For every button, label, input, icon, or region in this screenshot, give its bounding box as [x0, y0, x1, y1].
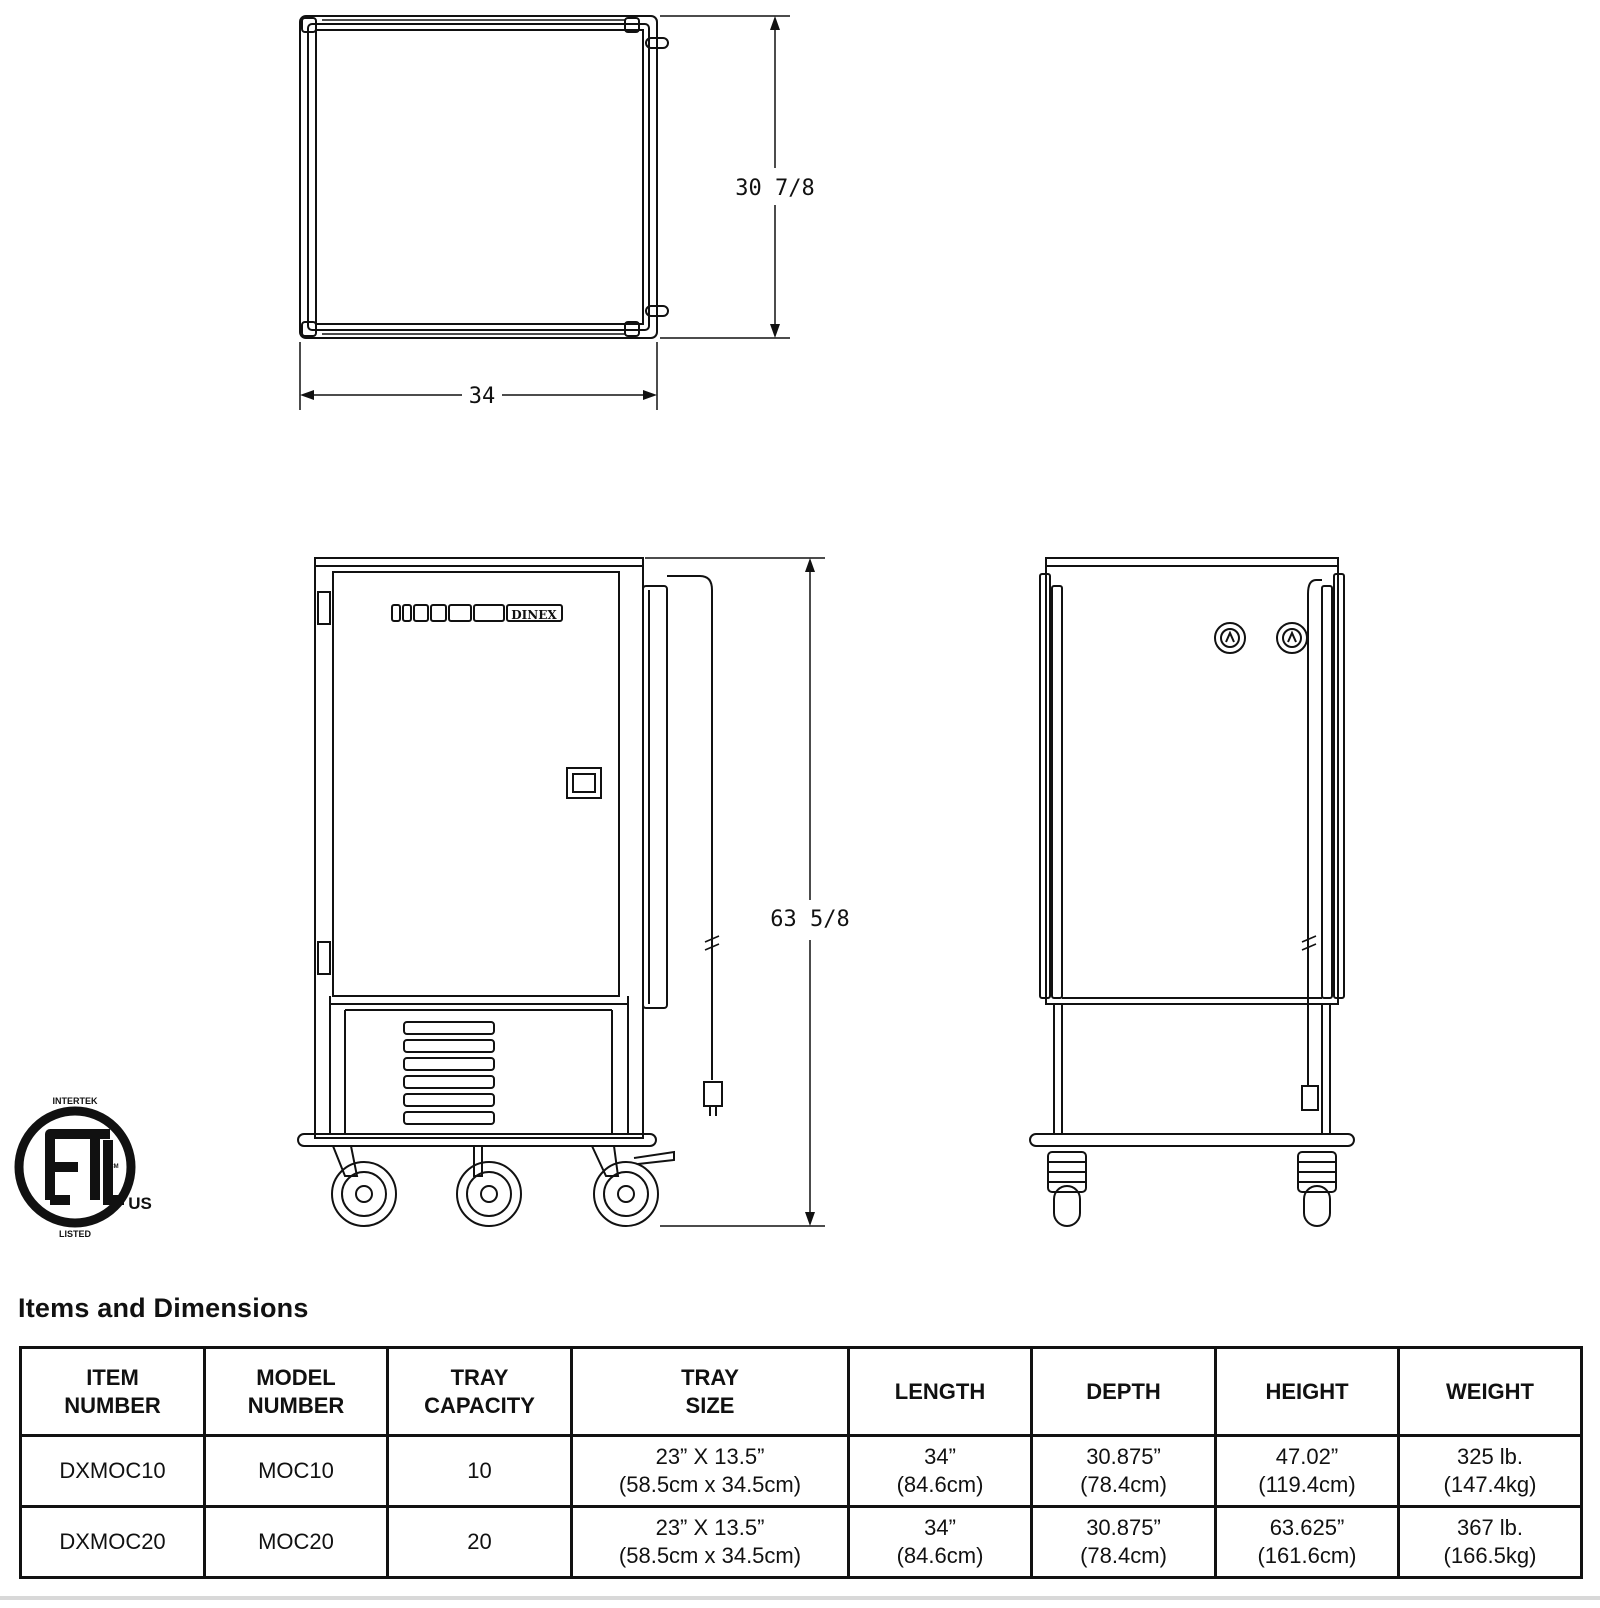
cell-model-number: MOC20: [205, 1507, 388, 1578]
cell-height: 47.02” (119.4cm): [1216, 1436, 1399, 1507]
header-tray-size: TRAY SIZE: [572, 1348, 849, 1436]
table-header-row: [21, 1348, 1582, 1436]
brand-label: DINEX: [511, 608, 557, 622]
etl-country-text: US: [128, 1194, 152, 1213]
cell-depth: 30.875” (78.4cm): [1032, 1436, 1216, 1507]
header-model-number: MODEL NUMBER: [205, 1348, 388, 1436]
side-view: [1030, 558, 1354, 1226]
header-height: HEIGHT: [1216, 1348, 1399, 1436]
footer-divider: [0, 1596, 1600, 1600]
cell-height: 63.625” (161.6cm): [1216, 1507, 1399, 1578]
cell-tray-size: 23” X 13.5” (58.5cm x 34.5cm): [572, 1436, 849, 1507]
cell-length: 34” (84.6cm): [849, 1507, 1032, 1578]
height-dimension-label: 63 5/8: [770, 907, 850, 932]
cell-item-number: DXMOC10: [21, 1436, 205, 1507]
depth-dimension-label: 30 7/8: [735, 176, 815, 201]
front-view: [298, 558, 825, 1226]
etl-cm-text: CM: [109, 1164, 119, 1170]
cell-weight: 325 lb. (147.4kg): [1399, 1436, 1582, 1507]
cell-tray-size: 23” X 13.5” (58.5cm x 34.5cm): [572, 1507, 849, 1578]
cell-item-number: DXMOC20: [21, 1507, 205, 1578]
items-dimensions-table: [19, 1346, 1583, 1579]
section-title: Items and Dimensions: [18, 1293, 309, 1323]
cell-tray-capacity: 10: [388, 1436, 572, 1507]
cell-length: 34” (84.6cm): [849, 1436, 1032, 1507]
table-row: [21, 1507, 1582, 1578]
header-length: LENGTH: [849, 1348, 1032, 1436]
cell-weight: 367 lb. (166.5kg): [1399, 1507, 1582, 1578]
cell-depth: 30.875” (78.4cm): [1032, 1507, 1216, 1578]
cell-tray-capacity: 20: [388, 1507, 572, 1578]
etl-top-text: INTERTEK: [52, 1096, 98, 1106]
header-weight: WEIGHT: [1399, 1348, 1582, 1436]
table-row: [21, 1436, 1582, 1507]
top-view: [300, 16, 790, 410]
header-tray-capacity: TRAY CAPACITY: [388, 1348, 572, 1436]
header-item-number: ITEM NUMBER: [21, 1348, 205, 1436]
header-depth: DEPTH: [1032, 1348, 1216, 1436]
width-dimension-label: 34: [468, 384, 496, 409]
etl-bottom-text: LISTED: [58, 1229, 92, 1239]
cell-model-number: MOC10: [205, 1436, 388, 1507]
